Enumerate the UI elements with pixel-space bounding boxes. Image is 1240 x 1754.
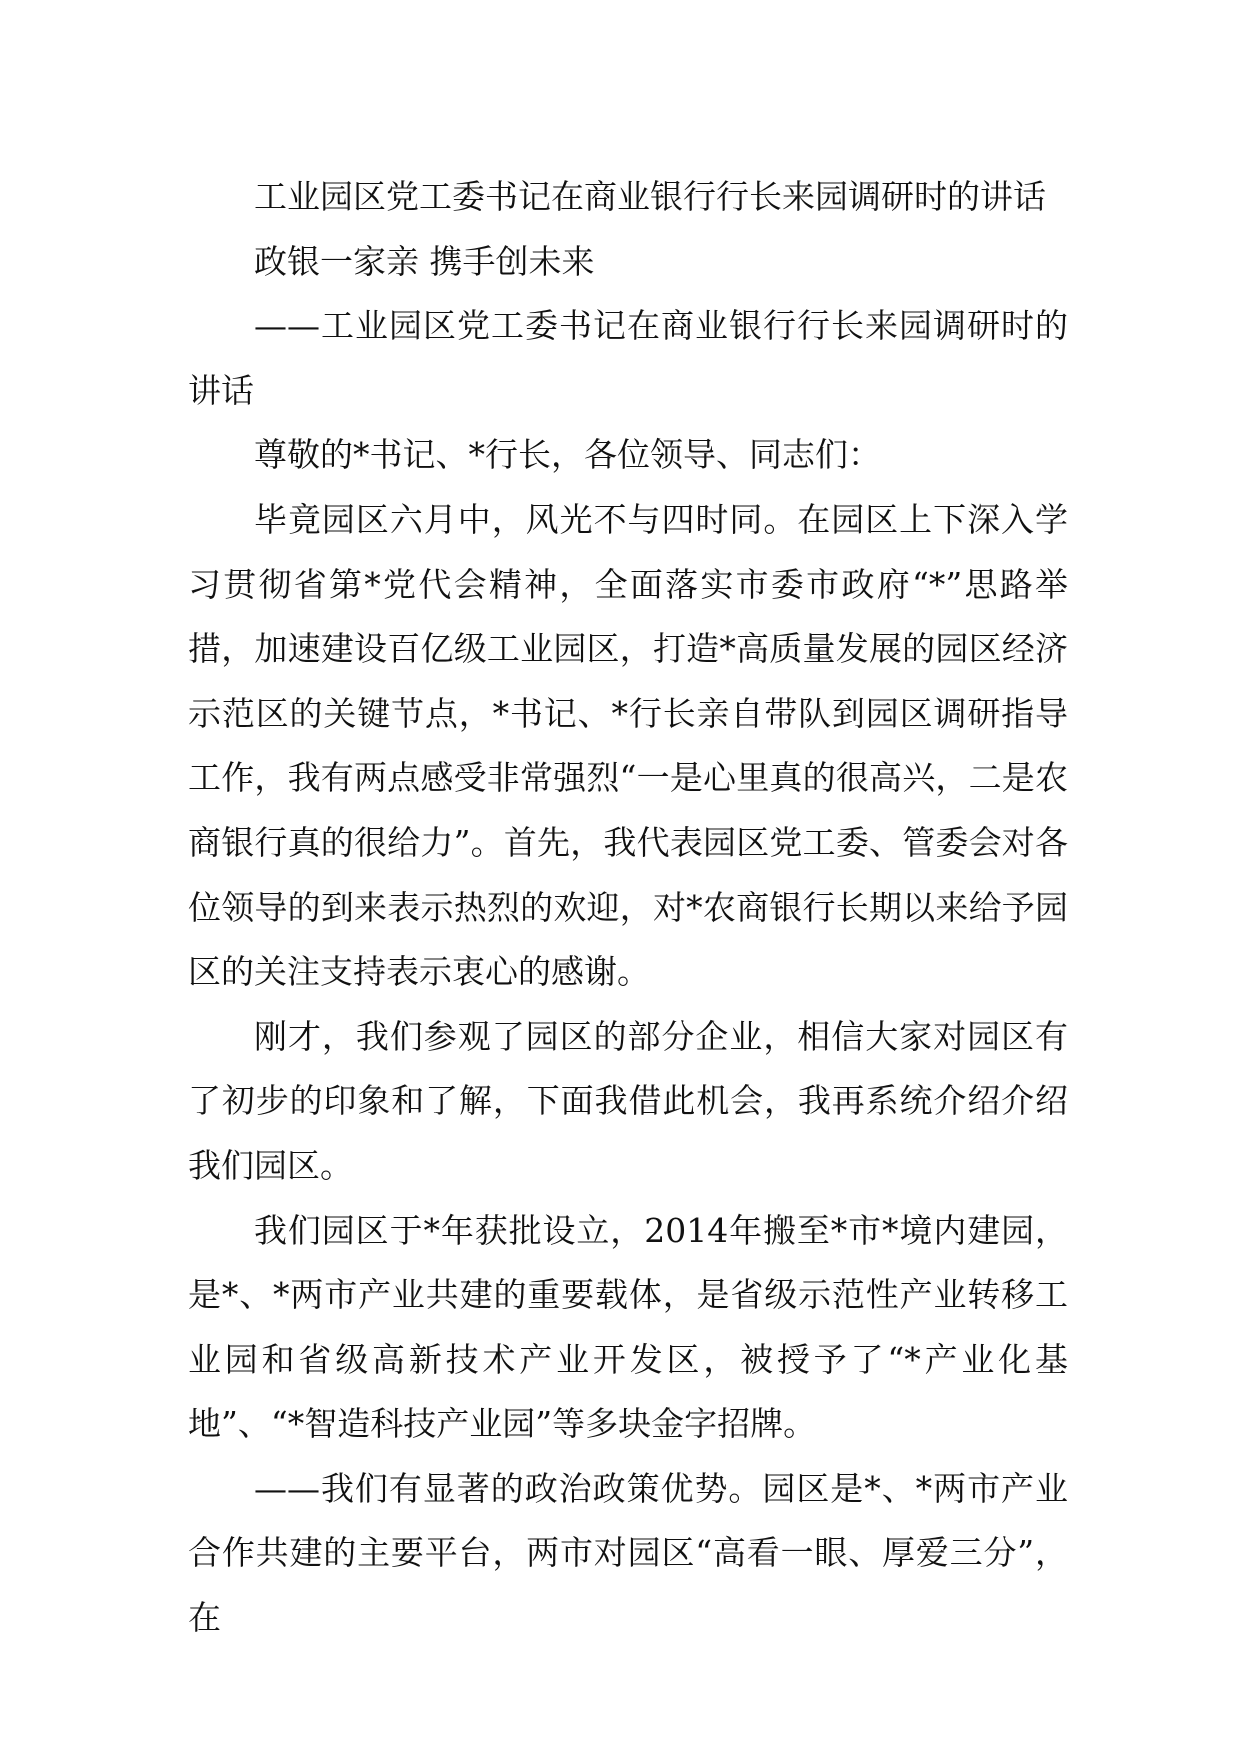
document-title: 工业园区党工委书记在商业银行行长来园调研时的讲话	[254, 177, 1046, 216]
paragraph-3: 我们园区于*年获批设立，2014年搬至*市*境内建园，是*、*两市产业共建的重要载体，是省级示范性产业转移工业园和省级高新技术产业开发区，被授予了“*产业化基地”、“*智造科技产业园”等多块金字招牌。	[188, 1210, 1068, 1444]
paragraph-1: 毕竟园区六月中，风光不与四时同。在园区上下深入学习贯彻省第*党代会精神，全面落实市委市政府“*”思路举措，加速建设百亿级工业园区，打造*高质量发展的园区经济示范区的关键节点，*书记、*行长亲自带队到园区调研指导工作，我有两点感受非常强烈“一是心里真的很高兴，二是农商银行真的很给力”。首先，我代表园区党工委、管委会对各位领导的到来表示热烈的欢迎，对*农商银行长期以来给予园区的关注支持表示衷心的感谢。	[188, 499, 1068, 992]
document-subtitle: ——工业园区党工委书记在商业银行行长来园调研时的讲话	[188, 306, 1068, 410]
document-headline: 政银一家亲 携手创未来	[254, 241, 595, 281]
salutation: 尊敬的*书记、*行长，各位领导、同志们：	[254, 435, 881, 475]
document-body	[188, 165, 1068, 1651]
paragraph-2: 刚才，我们参观了园区的部分企业，相信大家对园区有了初步的印象和了解，下面我借此机会，我再系统介绍介绍我们园区。	[188, 1016, 1068, 1185]
paragraph-4: ——我们有显著的政治政策优势。园区是*、*两市产业合作共建的主要平台，两市对园区“高看一眼、厚爱三分”，在	[188, 1468, 1068, 1638]
